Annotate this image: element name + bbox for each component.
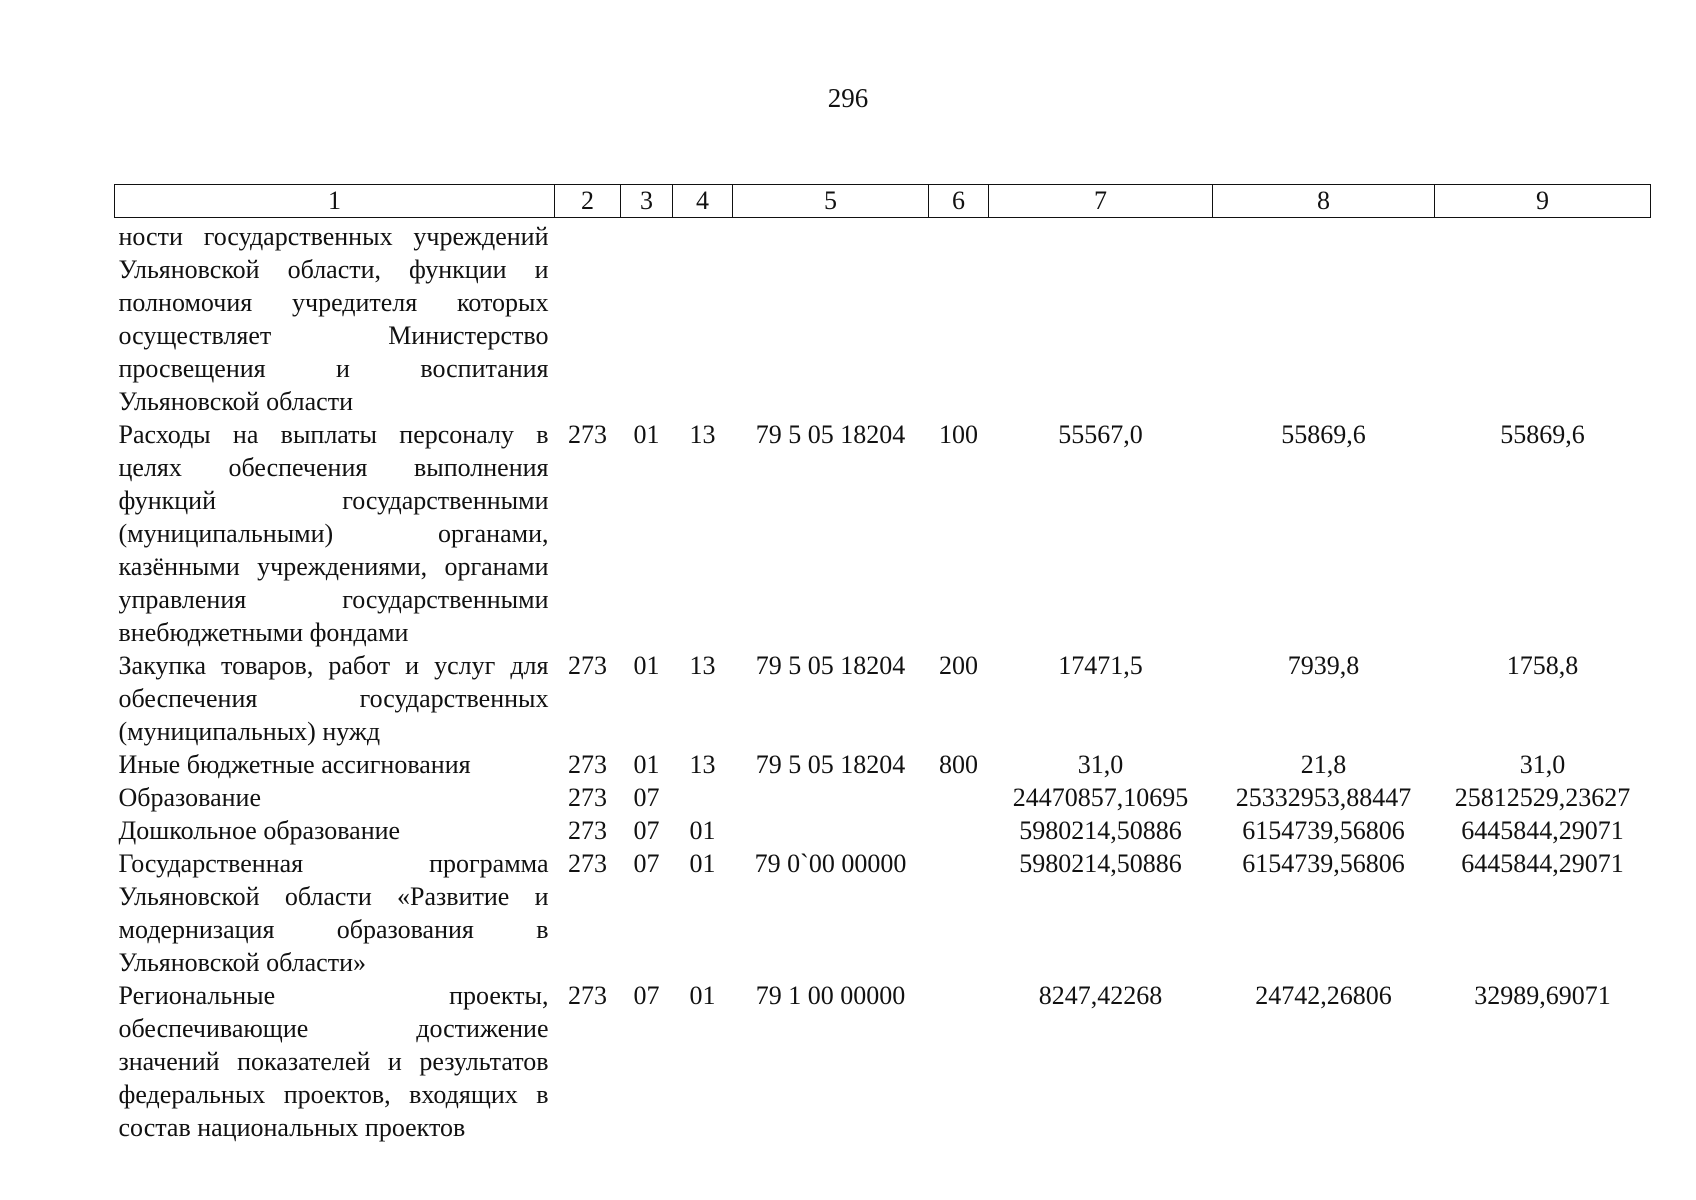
row-section-code: 07 (633, 816, 660, 845)
row-amount-year-1 (989, 218, 1213, 419)
row-amount-year-2 (1213, 218, 1435, 419)
row-section-code (621, 218, 673, 419)
row-ministry-code: 273 (568, 420, 607, 449)
column-header-9: 9 (1435, 185, 1651, 218)
row-amount-year-2: 7939,8 (1287, 651, 1360, 680)
column-header-7: 7 (989, 185, 1213, 218)
row-section-code: 07 (633, 981, 660, 1010)
row-expense-type (929, 814, 989, 847)
row-ministry-code (555, 218, 621, 419)
row-subsection-code: 01 (689, 816, 716, 845)
row-subsection-code: 13 (689, 651, 716, 680)
row-amount-year-3: 55869,6 (1500, 420, 1585, 449)
row-amount-year-1: 5980214,50886 (1019, 816, 1182, 845)
row-subsection-code: 13 (689, 750, 716, 779)
budget-table (114, 184, 1651, 1144)
row-amount-year-2: 55869,6 (1281, 420, 1366, 449)
row-section-code: 07 (633, 783, 660, 812)
column-header-1: 1 (115, 185, 555, 218)
row-expense-type (929, 979, 989, 1144)
row-expense-type: 100 (939, 420, 978, 449)
row-subsection-code (673, 781, 733, 814)
row-amount-year-1: 55567,0 (1058, 420, 1143, 449)
table-row (115, 748, 1651, 781)
row-target-article (733, 814, 929, 847)
table-row (115, 649, 1651, 748)
row-ministry-code: 273 (568, 849, 607, 878)
row-target-article (733, 781, 929, 814)
column-header-6: 6 (929, 185, 989, 218)
table-row (115, 814, 1651, 847)
column-header-2: 2 (555, 185, 621, 218)
table-row (115, 418, 1651, 649)
row-ministry-code: 273 (568, 750, 607, 779)
row-amount-year-3 (1435, 218, 1651, 419)
row-expense-type (929, 781, 989, 814)
row-amount-year-1: 8247,42268 (1038, 981, 1163, 1010)
column-header-8: 8 (1213, 185, 1435, 218)
row-amount-year-1: 17471,5 (1058, 651, 1143, 680)
row-amount-year-2: 24742,26806 (1255, 981, 1392, 1010)
table-header-row (115, 185, 1651, 218)
row-amount-year-2: 6154739,56806 (1242, 816, 1405, 845)
row-subsection-code: 01 (689, 849, 716, 878)
row-amount-year-3: 1758,8 (1506, 651, 1579, 680)
row-target-article: 79 5 05 18204 (755, 420, 906, 449)
row-subsection-code: 13 (689, 420, 716, 449)
row-ministry-code: 273 (568, 651, 607, 680)
row-description: ности государственных учреждений Ульяновской области, функции и полномочия учредителя которых осуществляет Министерство просвещения и воспитания Ульяновской области (118, 222, 549, 416)
row-target-article: 79 1 00 00000 (755, 981, 906, 1010)
row-description: Дошкольное образование (118, 816, 401, 845)
column-header-5: 5 (733, 185, 929, 218)
row-description: Иные бюджетные ассигнования (118, 750, 471, 779)
row-amount-year-1: 5980214,50886 (1019, 849, 1182, 878)
row-amount-year-3: 6445844,29071 (1461, 816, 1624, 845)
row-description: Расходы на выплаты персоналу в целях обеспечения выполнения функций государственными (муниципальными) органами, казёнными учреждениями, органами управления государственными внебюджетными фондами (118, 420, 549, 647)
row-expense-type (929, 218, 989, 419)
row-amount-year-2: 6154739,56806 (1242, 849, 1405, 878)
row-expense-type: 200 (939, 651, 978, 680)
row-amount-year-3: 31,0 (1519, 750, 1566, 779)
column-header-3: 3 (621, 185, 673, 218)
row-description: Государственная программа Ульяновской области «Развитие и модернизация образования в Ульяновской области» (118, 849, 549, 977)
row-section-code: 01 (633, 750, 660, 779)
row-amount-year-1: 31,0 (1077, 750, 1124, 779)
row-amount-year-2: 21,8 (1300, 750, 1347, 779)
column-header-4: 4 (673, 185, 733, 218)
row-description: Закупка товаров, работ и услуг для обеспечения государственных (муниципальных) нужд (118, 651, 549, 746)
table-row (115, 847, 1651, 979)
row-ministry-code: 273 (568, 981, 607, 1010)
page-number: 296 (827, 83, 869, 113)
row-amount-year-3: 6445844,29071 (1461, 849, 1624, 878)
row-section-code: 07 (633, 849, 660, 878)
row-subsection-code: 01 (689, 981, 716, 1010)
row-section-code: 01 (633, 651, 660, 680)
row-amount-year-3: 25812529,23627 (1454, 783, 1631, 812)
row-expense-type: 800 (939, 750, 978, 779)
row-section-code: 01 (633, 420, 660, 449)
row-target-article: 79 5 05 18204 (755, 750, 906, 779)
row-target-article: 79 0`00 00000 (754, 849, 907, 878)
table-row (115, 979, 1651, 1144)
row-subsection-code (673, 218, 733, 419)
table-row (115, 781, 1651, 814)
row-target-article: 79 5 05 18204 (755, 651, 906, 680)
row-ministry-code: 273 (568, 816, 607, 845)
row-target-article (733, 218, 929, 419)
row-expense-type (929, 847, 989, 979)
row-ministry-code: 273 (568, 783, 607, 812)
row-description: Образование (118, 783, 262, 812)
row-amount-year-3: 32989,69071 (1474, 981, 1611, 1010)
table-row (115, 218, 1651, 419)
row-amount-year-2: 25332953,88447 (1235, 783, 1412, 812)
row-description: Региональные проекты, обеспечивающие достижение значений показателей и результатов федеральных проектов, входящих в состав национальных проектов (118, 981, 549, 1142)
row-amount-year-1: 24470857,10695 (1012, 783, 1189, 812)
